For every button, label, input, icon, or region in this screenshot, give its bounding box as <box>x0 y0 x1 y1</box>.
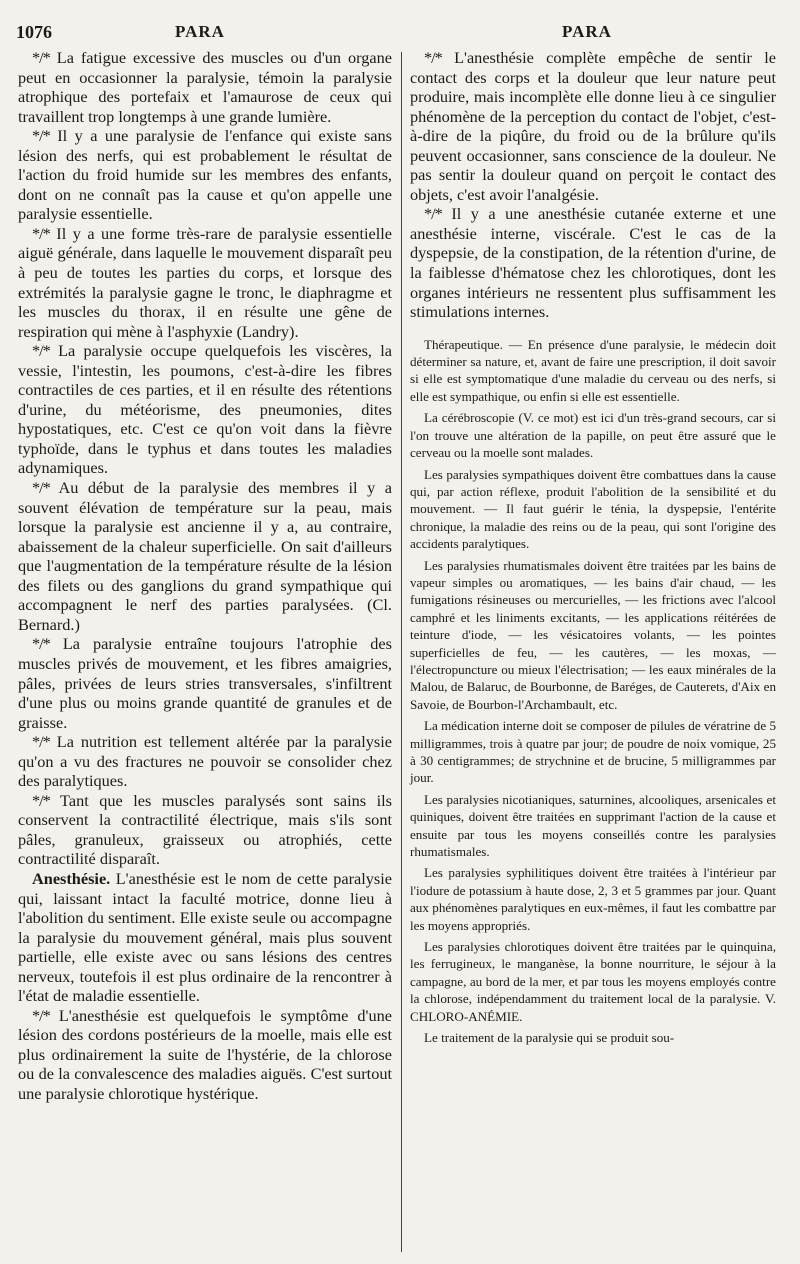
paragraph: */* Au début de la paralysie des membres il y a souvent élévation de température sur la peau, mais lorsque la paralysie est ancienne il y a, au contraire, abaissement de la chaleur superficielle. On sait d'ailleurs que l'augmentation de la température résulte de la lésion des filets ou des ganglions du grand sympathique qui accompagnent le nerf des parties paralysées. (Cl. Bernard.) <box>18 478 392 634</box>
paragraph: Les paralysies chlorotiques doivent être traitées par le quinquina, les ferrugineux, le manganèse, la bonne nourriture, le séjour à la campagne, au bord de la mer, et par tous les moyens employés contre la chlorose, indépendamment du traitement local de la paralysie. V. CHLORO-ANÉMIE. <box>410 939 776 1024</box>
column-divider <box>401 52 402 1252</box>
asterism-marker: */* <box>32 48 50 67</box>
paragraph: */* Il y a une forme très-rare de paralysie essentielle aiguë générale, dans laquelle le mouvement disparaît peu à peu de toutes les parties du corps, et lorsque des extrémités la paralysie gagne le tronc, le diaphragme et les muscles du thorax, il en résulte une gêne de respiration qui mène à l'asphyxie (Landry). <box>18 223 392 341</box>
paragraph: */* Il y a une paralysie de l'enfance qui existe sans lésion des nerfs, qui est probablement le résultat de l'action du froid humide sur les membres des enfants, dont on ne connaît pas la cause et qu'on appelle une paralysie essentielle. <box>18 126 392 224</box>
asterism-marker: */* <box>424 204 442 224</box>
paragraph: */* L'anesthésie complète empêche de sentir le contact des corps et la douleur que leur nature peut produire, mais incomplète elle donne lieu à ce singulier phénomène de la perception du contact de l'objet, c'est-à-dire de la piqûre, du froid ou de la brûlure qu'ils peuvent occasionner, sans conscience de la douleur. Ne pas sentir la douleur quand on perçoit le contact des objets, c'est avoir l'analgésie. <box>410 48 776 204</box>
paragraph: */* La fatigue excessive des muscles ou d'un organe peut en occasionner la paralysie, témoin la paralysie atrophique des portefaix et l'amaurose de ceux qui travaillent trop longtemps à une grande lumière. <box>18 48 392 126</box>
running-head-left: PARA <box>175 22 225 41</box>
paragraph: Les paralysies syphilitiques doivent être traitées à l'intérieur par l'iodure de potassium à haute dose, 2, 3 et 5 grammes par jour. Quant aux phénomènes paralytiques en eux-mêmes, il faut les combattre par les moyens appropriés. <box>410 865 776 933</box>
paragraph: */* Tant que les muscles paralysés sont sains ils conservent la contractilité électrique, mais s'ils sont pâles, granuleux, graisseux ou atrophiés, cette contractilité disparaît. <box>18 790 392 869</box>
asterism-marker: */* <box>32 1005 50 1025</box>
paragraph: Anesthésie. L'anesthésie est le nom de cette paralysie qui, laissant intact la faculté motrice, donne lieu à l'abolition du sentiment. Elle existe seule ou accompagne la paralysie du mouvement général, mais plus souvent partielle, elle existe avec ou sans lésions des centres nerveux, toutefois il est plus ordinaire de la rencontrer à l'état de maladie essentielle. <box>18 868 392 1006</box>
paragraph: La cérébroscopie (V. ce mot) est ici d'un très-grand secours, car si l'on trouve une altération de la papille, on peut être assuré que le cerveau ou la moelle sont malades. <box>410 410 776 461</box>
asterism-marker: */* <box>32 341 50 361</box>
page-number: 1076 <box>16 22 52 42</box>
asterism-marker: */* <box>32 478 50 498</box>
asterism-marker: */* <box>32 634 50 654</box>
paragraph: */* La paralysie occupe quelquefois les viscères, la vessie, l'intestin, les poumons, c'est-à-dire les fibres contractiles de ces parties, et il en résulte des rétentions d'urine, du météorisme, des pneumonies, dites hypostatiques, etc. C'est ce qu'on voit dans la fièvre typhoïde, dans le typhus et dans toutes les maladies adynamiques. <box>18 341 392 478</box>
asterism-marker: */* <box>32 223 50 243</box>
right-column <box>410 48 776 1047</box>
entry-term: Anesthésie. <box>32 868 111 888</box>
asterism-marker: */* <box>32 732 50 752</box>
paragraph: Les paralysies sympathiques doivent être combattues dans la cause qui, par action réflexe, produit l'abolition de la sensibilité et du mouvement. — Il faut guérir le ténia, la dyspepsie, l'entérite chronique, la maladie des reins ou de la peau, qui sont l'origine des accidents paralytiques. <box>410 466 776 552</box>
therapeutics-paragraph: Thérapeutique. — En présence d'une paralysie, le médecin doit déterminer sa nature, et, avant de faire une prescription, il doit savoir si elle est symptomatique d'une maladie du cerveau ou des nerfs, si elle est sympathique, ou enfin si elle est essentielle. <box>410 336 776 404</box>
page-header <box>0 22 800 50</box>
paragraph: Les paralysies nicotianiques, saturnines, alcooliques, arsenicales et quiniques, doivent être traitées en supprimant l'action de la cause et ensuite par tous les moyens conseillés contre les paralysies rhumatismales. <box>410 791 776 860</box>
asterism-marker: */* <box>424 48 442 67</box>
paragraph: */* L'anesthésie est quelquefois le symptôme d'une lésion des cordons postérieurs de la moelle, mais elle est plus ordinairement la suite de l'hystérie, de la chlorose ou de la convalescence des maladies aiguës. C'est surtout une paralysie chlorotique hystérique. <box>18 1005 392 1103</box>
paragraph: La médication interne doit se composer de pilules de vératrine de 5 milligrammes, trois à quatre par jour; de poudre de noix vomique, 25 à 30 centigrammes; de strychnine et de brucine, 5 milligrammes par jour. <box>410 718 776 786</box>
paragraph: */* Il y a une anesthésie cutanée externe et une anesthésie interne, viscérale. C'est le cas de la dyspepsie, de la constipation, de la rétention d'urine, de la faiblesse d'hématose chez les chlorotiques, dont les organes intérieurs ne ressentent plus suffisamment les stimulations internes. <box>410 204 776 322</box>
paragraph: */* La nutrition est tellement altérée par la paralysie qu'on a vu des fractures ne pouvoir se consolider chez des paralytiques. <box>18 732 392 791</box>
paragraph: Les paralysies rhumatismales doivent être traitées par les bains de vapeur simples ou aromatiques, — les bains d'air chaud, — les fumigations résineuses ou mercurielles, — les frictions avec l'alcool camphré et les liniments excitants, — les applications réitérées de teinture d'iode, — les vésicatoires volants, — les pointes superficielles de feu, — les cautères, — les moxas, — l'électropuncture ou mieux l'électrisation; — les eaux minérales de la Malou, de Balaruc, de Bourbonne, de Baréges, de Cauterets, d'Aix en Savoie, de Bourbon-l'Archambault, etc. <box>410 557 776 712</box>
paragraph: Le traitement de la paralysie qui se produit sou- <box>424 1030 675 1046</box>
left-column <box>18 48 392 1104</box>
running-head-right: PARA <box>562 22 612 41</box>
asterism-marker: */* <box>32 790 50 810</box>
asterism-marker: */* <box>32 126 50 146</box>
paragraph: */* La paralysie entraîne toujours l'atrophie des muscles privés de mouvement, et les fibres amaigries, pâles, privées de leurs stries transversales, s'infiltrent d'une plus ou moins grande quantité de granules et de graisse. <box>18 634 392 732</box>
